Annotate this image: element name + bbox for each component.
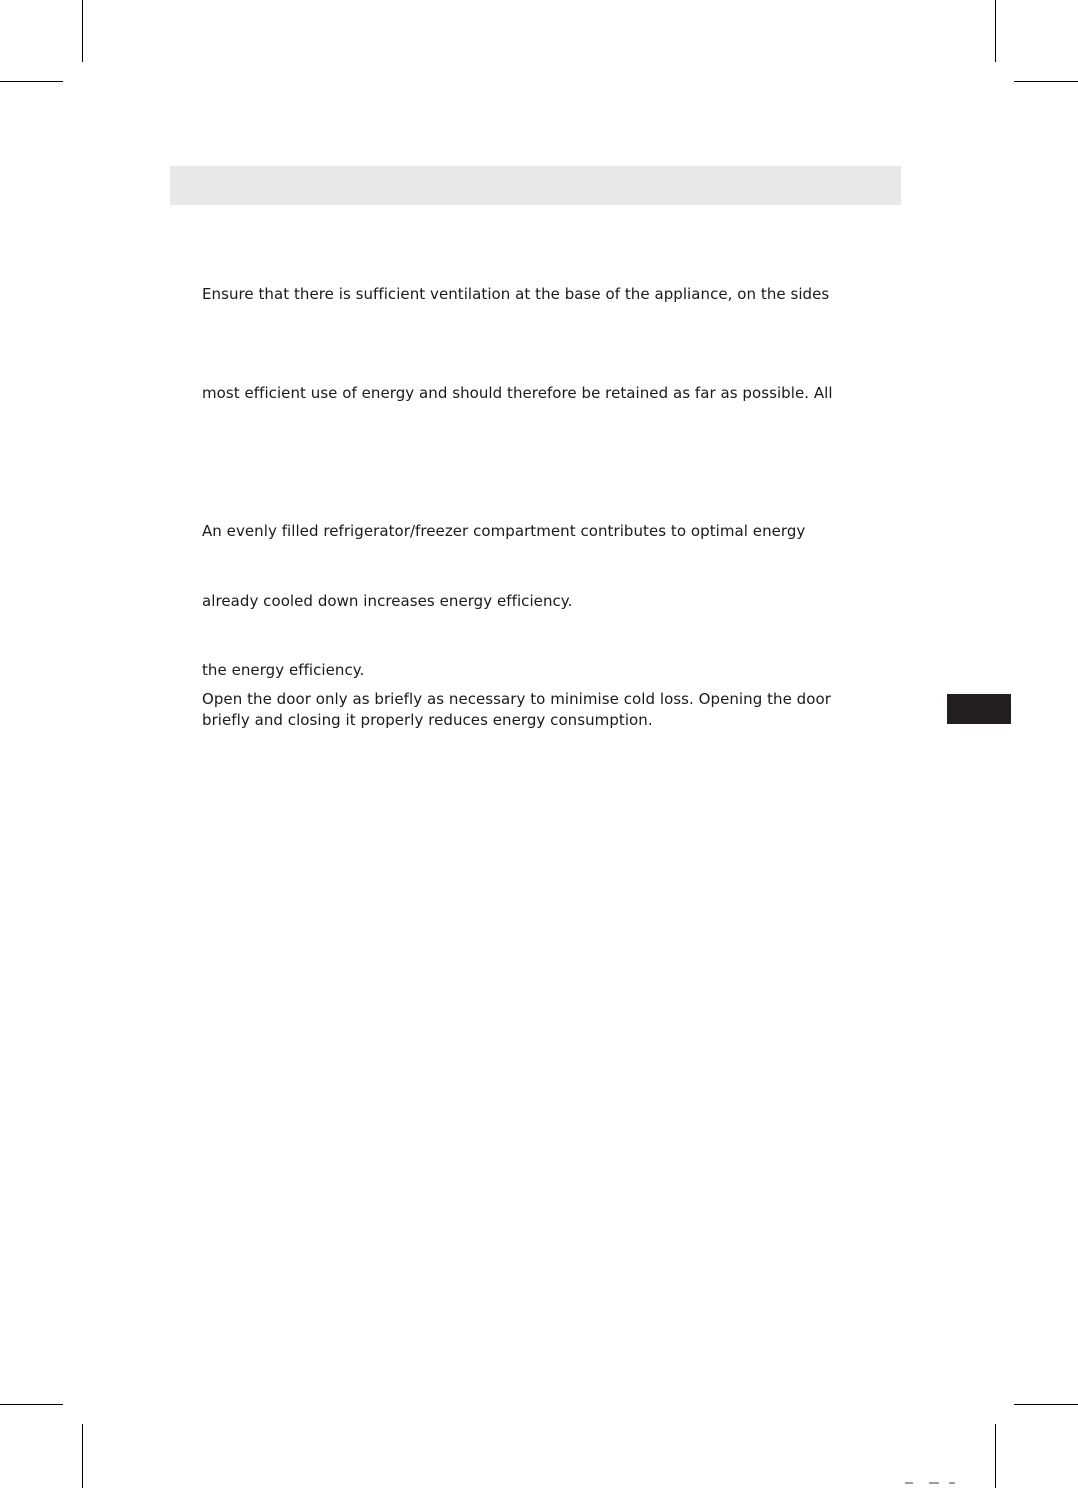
crop-mark-top-right-horizontal [1014, 81, 1078, 82]
crop-mark-bottom-right-horizontal [1014, 1404, 1078, 1405]
section-header-band [170, 166, 901, 205]
footer-print-mark [905, 1480, 965, 1486]
paragraph-evenly-filled: An evenly filled refrigerator/freezer compartment contributes to optimal energy [202, 522, 806, 540]
crop-mark-top-left-horizontal [0, 81, 63, 82]
crop-mark-bottom-left-vertical [82, 1424, 83, 1488]
paragraph-energy-use: most efficient use of energy and should therefore be retained as far as possible. All [202, 384, 833, 402]
paragraph-energy-efficiency: the energy efficiency. [202, 661, 365, 679]
paragraph-cooled-down: already cooled down increases energy efficiency. [202, 592, 573, 610]
crop-mark-bottom-left-horizontal [0, 1404, 63, 1405]
paragraph-open-door-line-2: briefly and closing it properly reduces energy consumption. [202, 711, 653, 729]
crop-mark-top-left-vertical [82, 0, 83, 62]
paragraph-ventilation: Ensure that there is sufficient ventilation at the base of the appliance, on the sides [202, 285, 830, 303]
crop-mark-bottom-right-vertical [995, 1424, 996, 1488]
side-tab-marker [947, 694, 1011, 724]
crop-mark-top-right-vertical [995, 0, 996, 62]
paragraph-open-door-line-1: Open the door only as briefly as necessary to minimise cold loss. Opening the door [202, 690, 831, 708]
